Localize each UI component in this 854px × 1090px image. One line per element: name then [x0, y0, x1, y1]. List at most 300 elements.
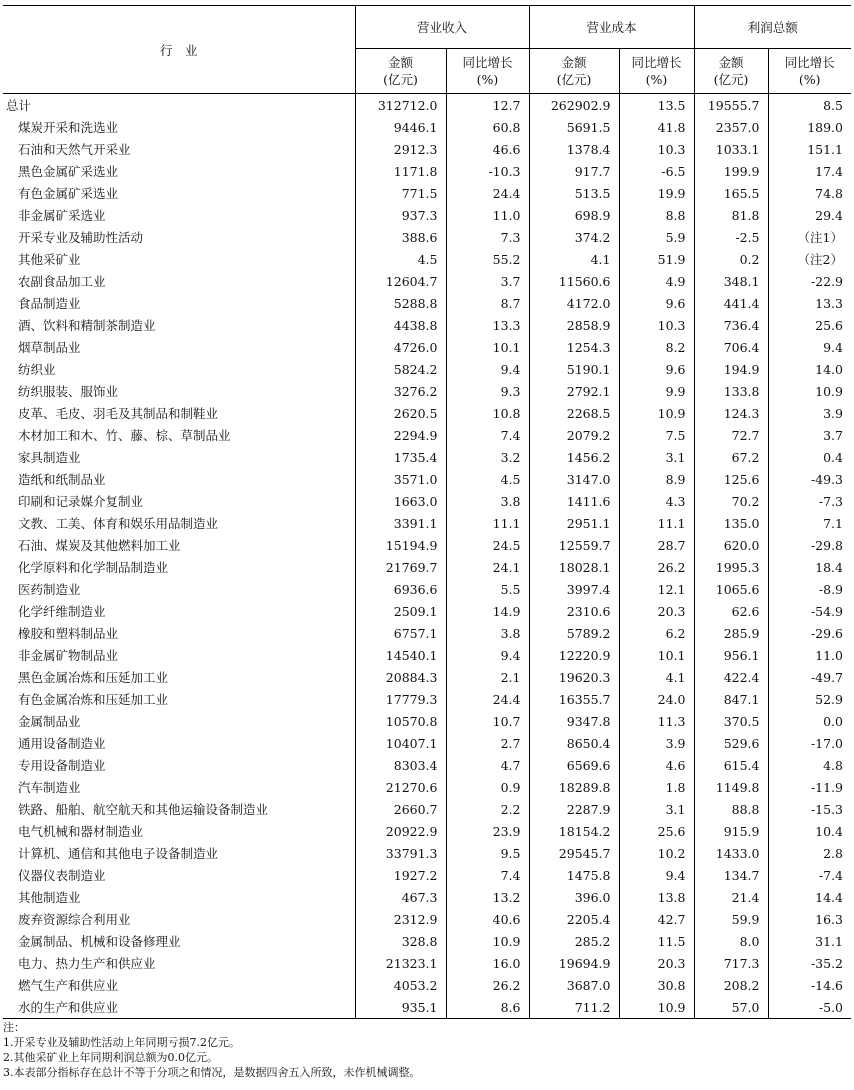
cost-amount-cell: 12220.9: [529, 644, 619, 666]
revenue-amount-cell: 328.8: [355, 930, 446, 952]
cost-growth-cell: 10.2: [619, 842, 694, 864]
table-row: [3, 578, 851, 600]
profit-growth-cell: -5.0: [768, 996, 851, 1019]
profit-growth-cell: -8.9: [768, 578, 851, 600]
revenue-amount-cell: 21769.7: [355, 556, 446, 578]
industry-name-cell: 烟草制品业: [18, 340, 81, 355]
cost-growth-cell: -6.5: [619, 160, 694, 182]
profit-growth-cell: （注1）: [768, 226, 851, 248]
profit-amount-cell: 165.5: [694, 182, 768, 204]
industry-name-cell: 总计: [6, 98, 32, 113]
industry-name-cell: 医药制造业: [18, 582, 81, 597]
profit-growth-cell: 4.8: [768, 754, 851, 776]
profit-amount-cell: 133.8: [694, 380, 768, 402]
table-row: [3, 534, 851, 556]
cost-amount-cell: 4.1: [529, 248, 619, 270]
cost-amount-cell: 917.7: [529, 160, 619, 182]
revenue-growth-cell: 3.7: [446, 270, 529, 292]
revenue-amount-cell: 4438.8: [355, 314, 446, 336]
revenue-growth-cell: 46.6: [446, 138, 529, 160]
profit-amount-cell: 847.1: [694, 688, 768, 710]
profit-growth-cell: 14.4: [768, 886, 851, 908]
cost-growth-cell: 4.3: [619, 490, 694, 512]
cost-amount-cell: 2858.9: [529, 314, 619, 336]
cost-amount-cell: 2205.4: [529, 908, 619, 930]
table-row: [3, 974, 851, 996]
revenue-amount-cell: 3391.1: [355, 512, 446, 534]
profit-growth-cell: -49.3: [768, 468, 851, 490]
revenue-growth-cell: 11.1: [446, 512, 529, 534]
profit-growth-cell: 11.0: [768, 644, 851, 666]
table-row: [3, 754, 851, 776]
revenue-growth-cell: 13.2: [446, 886, 529, 908]
total-row: [3, 94, 851, 117]
profit-amount-cell: 615.4: [694, 754, 768, 776]
cost-amount-cell: 19620.3: [529, 666, 619, 688]
profit-amount-cell: 62.6: [694, 600, 768, 622]
revenue-growth-cell: 7.4: [446, 424, 529, 446]
cost-growth-cell: 41.8: [619, 116, 694, 138]
revenue-growth-cell: 14.9: [446, 600, 529, 622]
revenue-growth-cell: 0.9: [446, 776, 529, 798]
industry-name-cell: 金属制品、机械和设备修理业: [18, 934, 181, 949]
cost-amount-cell: 3687.0: [529, 974, 619, 996]
industry-name-cell: 铁路、船舶、航空航天和其他运输设备制造业: [18, 802, 269, 817]
industry-name-cell: 有色金属矿采选业: [18, 186, 119, 201]
profit-amount-cell: 125.6: [694, 468, 768, 490]
revenue-amount-cell: 12604.7: [355, 270, 446, 292]
cost-header: 营业成本: [529, 6, 694, 49]
table-row: [3, 402, 851, 424]
revenue-growth-cell: 11.0: [446, 204, 529, 226]
profit-amount-cell: 0.2: [694, 248, 768, 270]
revenue-amount-cell: 467.3: [355, 886, 446, 908]
revenue-growth-cell: 24.5: [446, 534, 529, 556]
revenue-growth-cell: 3.8: [446, 490, 529, 512]
industry-name-cell: 家具制造业: [18, 450, 81, 465]
cost-growth-cell: 4.1: [619, 666, 694, 688]
revenue-amount-cell: 9446.1: [355, 116, 446, 138]
industry-name-cell: 印刷和记录媒介复制业: [18, 494, 144, 509]
table-row: [3, 996, 851, 1019]
cost-growth-cell: 7.5: [619, 424, 694, 446]
table-row: [3, 182, 851, 204]
revenue-growth-cell: 10.9: [446, 930, 529, 952]
industry-name-cell: 黑色金属矿采选业: [18, 164, 119, 179]
industry-name-cell: 纺织服装、服饰业: [18, 384, 119, 399]
table-row: [3, 820, 851, 842]
cost-amount-cell: 16355.7: [529, 688, 619, 710]
industry-name-cell: 木材加工和木、竹、藤、棕、草制品业: [18, 428, 231, 443]
industry-name-cell: 废弃资源综合利用业: [18, 912, 131, 927]
revenue-amount-cell: 4726.0: [355, 336, 446, 358]
revenue-growth-cell: 2.1: [446, 666, 529, 688]
profit-growth-cell: -11.9: [768, 776, 851, 798]
revenue-amount-cell: 388.6: [355, 226, 446, 248]
revenue-growth-cell: 16.0: [446, 952, 529, 974]
revenue-amount-cell: 1663.0: [355, 490, 446, 512]
revenue-growth-cell: 24.1: [446, 556, 529, 578]
revenue-amount-cell: 937.3: [355, 204, 446, 226]
cost-amount-cell: 12559.7: [529, 534, 619, 556]
cost-amount-cell: 4172.0: [529, 292, 619, 314]
industry-header: 行 业: [3, 6, 355, 94]
profit-growth-cell: 13.3: [768, 292, 851, 314]
profit-amount-cell: 67.2: [694, 446, 768, 468]
revenue-growth-cell: 23.9: [446, 820, 529, 842]
revenue-amount-cell: 17779.3: [355, 688, 446, 710]
cost-growth-cell: 13.5: [619, 94, 694, 117]
industry-name-cell: 其他制造业: [18, 890, 81, 905]
cost-amount-cell: 18289.8: [529, 776, 619, 798]
profit-amount-cell: 59.9: [694, 908, 768, 930]
cost-amount-cell: 9347.8: [529, 710, 619, 732]
revenue-growth-cell: 55.2: [446, 248, 529, 270]
profit-amount-cell: 57.0: [694, 996, 768, 1019]
industry-name-cell: 非金属矿物制品业: [18, 648, 119, 663]
cost-amount-cell: 285.2: [529, 930, 619, 952]
profit-growth-cell: （注2）: [768, 248, 851, 270]
revenue-growth-cell: 3.2: [446, 446, 529, 468]
revenue-growth-cell: 7.3: [446, 226, 529, 248]
cost-growth-cell: 13.8: [619, 886, 694, 908]
revenue-amount-cell: 2294.9: [355, 424, 446, 446]
revenue-growth-cell: 2.2: [446, 798, 529, 820]
revenue-growth-header: 同比增长 (%): [446, 49, 529, 94]
revenue-amount-cell: 2620.5: [355, 402, 446, 424]
profit-amount-cell: 348.1: [694, 270, 768, 292]
cost-growth-cell: 9.4: [619, 864, 694, 886]
table-row: [3, 468, 851, 490]
revenue-amount-cell: 3571.0: [355, 468, 446, 490]
revenue-growth-cell: 60.8: [446, 116, 529, 138]
revenue-growth-cell: 26.2: [446, 974, 529, 996]
cost-amount-cell: 29545.7: [529, 842, 619, 864]
cost-amount-cell: 2792.1: [529, 380, 619, 402]
profit-growth-cell: -49.7: [768, 666, 851, 688]
industry-name-cell: 农副食品加工业: [18, 274, 106, 289]
profit-amount-cell: 1149.8: [694, 776, 768, 798]
industry-name-cell: 水的生产和供应业: [3, 996, 355, 1019]
industry-name-cell: 金属制品业: [18, 714, 81, 729]
profit-amount-cell: 1433.0: [694, 842, 768, 864]
profit-amount-cell: 717.3: [694, 952, 768, 974]
profit-amount-cell: -2.5: [694, 226, 768, 248]
revenue-amount-cell: 4.5: [355, 248, 446, 270]
profit-growth-cell: 189.0: [768, 116, 851, 138]
revenue-amount-cell: 2660.7: [355, 798, 446, 820]
table-row: [3, 688, 851, 710]
cost-amount-cell: 2310.6: [529, 600, 619, 622]
revenue-amount-cell: 10407.1: [355, 732, 446, 754]
cost-amount-header: 金额 (亿元): [529, 49, 619, 94]
cost-amount-cell: 711.2: [529, 996, 619, 1019]
notes-title: 注：: [3, 1021, 25, 1034]
cost-amount-cell: 262902.9: [529, 94, 619, 117]
profit-amount-cell: 135.0: [694, 512, 768, 534]
table-row: [3, 600, 851, 622]
profit-amount-cell: 81.8: [694, 204, 768, 226]
revenue-growth-cell: 8.6: [446, 996, 529, 1019]
cost-amount-cell: 698.9: [529, 204, 619, 226]
revenue-growth-cell: 24.4: [446, 688, 529, 710]
profit-growth-cell: 16.3: [768, 908, 851, 930]
cost-growth-header: 同比增长 (%): [619, 49, 694, 94]
profit-amount-cell: 706.4: [694, 336, 768, 358]
profit-growth-cell: 10.4: [768, 820, 851, 842]
cost-amount-cell: 2079.2: [529, 424, 619, 446]
industry-name-cell: 电力、热力生产和供应业: [18, 956, 156, 971]
revenue-growth-cell: 40.6: [446, 908, 529, 930]
profit-amount-cell: 134.7: [694, 864, 768, 886]
profit-growth-cell: 2.8: [768, 842, 851, 864]
profit-amount-cell: 736.4: [694, 314, 768, 336]
industry-name-cell: 橡胶和塑料制品业: [18, 626, 119, 641]
table-row: [3, 204, 851, 226]
cost-growth-cell: 11.5: [619, 930, 694, 952]
revenue-amount-cell: 2312.9: [355, 908, 446, 930]
table-row: [3, 776, 851, 798]
revenue-amount-cell: 20922.9: [355, 820, 446, 842]
profit-amount-cell: 208.2: [694, 974, 768, 996]
revenue-amount-cell: 6936.6: [355, 578, 446, 600]
profit-amount-cell: 956.1: [694, 644, 768, 666]
cost-growth-cell: 8.8: [619, 204, 694, 226]
industry-name-cell: 专用设备制造业: [18, 758, 106, 773]
revenue-amount-cell: 20884.3: [355, 666, 446, 688]
table-row: [3, 292, 851, 314]
cost-growth-cell: 25.6: [619, 820, 694, 842]
profit-growth-cell: 25.6: [768, 314, 851, 336]
cost-amount-cell: 2287.9: [529, 798, 619, 820]
table-row: [3, 512, 851, 534]
cost-growth-cell: 11.1: [619, 512, 694, 534]
revenue-growth-cell: 10.7: [446, 710, 529, 732]
cost-growth-cell: 4.6: [619, 754, 694, 776]
table-row: [3, 138, 851, 160]
profit-amount-cell: 8.0: [694, 930, 768, 952]
cost-growth-cell: 4.9: [619, 270, 694, 292]
table-row: [3, 490, 851, 512]
cost-amount-cell: 2268.5: [529, 402, 619, 424]
table-row: [3, 226, 851, 248]
revenue-growth-cell: 10.8: [446, 402, 529, 424]
revenue-amount-cell: 15194.9: [355, 534, 446, 556]
profit-growth-cell: 17.4: [768, 160, 851, 182]
profit-growth-cell: -54.9: [768, 600, 851, 622]
revenue-header: 营业收入: [355, 6, 529, 49]
profit-amount-cell: 21.4: [694, 886, 768, 908]
cost-growth-cell: 10.3: [619, 314, 694, 336]
industry-name-cell: 黑色金属冶炼和压延加工业: [18, 670, 169, 685]
industry-name-cell: 非金属矿采选业: [18, 208, 106, 223]
profit-growth-cell: 10.9: [768, 380, 851, 402]
profit-growth-cell: -35.2: [768, 952, 851, 974]
profit-growth-cell: 8.5: [768, 94, 851, 117]
profit-growth-cell: 29.4: [768, 204, 851, 226]
industry-name-cell: 煤炭开采和洗选业: [18, 120, 119, 135]
cost-growth-cell: 51.9: [619, 248, 694, 270]
cost-amount-cell: 5190.1: [529, 358, 619, 380]
cost-growth-cell: 9.6: [619, 358, 694, 380]
revenue-growth-cell: 9.3: [446, 380, 529, 402]
cost-growth-cell: 8.2: [619, 336, 694, 358]
cost-amount-cell: 1378.4: [529, 138, 619, 160]
industry-name-cell: 皮革、毛皮、羽毛及其制品和制鞋业: [18, 406, 219, 421]
table-row: [3, 248, 851, 270]
cost-growth-cell: 10.9: [619, 996, 694, 1019]
profit-growth-cell: 52.9: [768, 688, 851, 710]
table-row: [3, 842, 851, 864]
revenue-growth-cell: 9.4: [446, 358, 529, 380]
industry-name-cell: 通用设备制造业: [18, 736, 106, 751]
profit-amount-cell: 2357.0: [694, 116, 768, 138]
cost-amount-cell: 396.0: [529, 886, 619, 908]
profit-amount-cell: 1033.1: [694, 138, 768, 160]
revenue-amount-cell: 935.1: [355, 996, 446, 1019]
revenue-growth-cell: 9.4: [446, 644, 529, 666]
cost-amount-cell: 18154.2: [529, 820, 619, 842]
profit-amount-cell: 199.9: [694, 160, 768, 182]
revenue-growth-cell: 3.8: [446, 622, 529, 644]
industry-name-cell: 石油、煤炭及其他燃料加工业: [18, 538, 181, 553]
revenue-growth-cell: 12.7: [446, 94, 529, 117]
industry-name-cell: 文教、工美、体育和娱乐用品制造业: [18, 516, 219, 531]
table-row: [3, 732, 851, 754]
cost-growth-cell: 26.2: [619, 556, 694, 578]
table-row: [3, 380, 851, 402]
profit-amount-cell: 1065.6: [694, 578, 768, 600]
revenue-amount-cell: 1927.2: [355, 864, 446, 886]
revenue-amount-cell: 5824.2: [355, 358, 446, 380]
cost-growth-cell: 10.1: [619, 644, 694, 666]
table-row: [3, 666, 851, 688]
cost-amount-cell: 5789.2: [529, 622, 619, 644]
cost-growth-cell: 20.3: [619, 600, 694, 622]
cost-growth-cell: 1.8: [619, 776, 694, 798]
profit-growth-cell: -15.3: [768, 798, 851, 820]
cost-growth-cell: 24.0: [619, 688, 694, 710]
revenue-growth-cell: 10.1: [446, 336, 529, 358]
profit-growth-cell: 14.0: [768, 358, 851, 380]
cost-growth-cell: 5.9: [619, 226, 694, 248]
cost-growth-cell: 28.7: [619, 534, 694, 556]
revenue-amount-cell: 771.5: [355, 182, 446, 204]
profit-growth-cell: 3.9: [768, 402, 851, 424]
profit-growth-cell: -29.6: [768, 622, 851, 644]
cost-amount-cell: 18028.1: [529, 556, 619, 578]
cost-growth-cell: 11.3: [619, 710, 694, 732]
profit-header: 利润总额: [694, 6, 851, 49]
revenue-amount-cell: 312712.0: [355, 94, 446, 117]
industry-name-cell: 电气机械和器材制造业: [18, 824, 144, 839]
profit-growth-cell: 9.4: [768, 336, 851, 358]
revenue-amount-cell: 2912.3: [355, 138, 446, 160]
profit-amount-cell: 620.0: [694, 534, 768, 556]
table-row: [3, 424, 851, 446]
cost-growth-cell: 3.1: [619, 798, 694, 820]
cost-amount-cell: 11560.6: [529, 270, 619, 292]
industry-financial-table: [3, 5, 851, 1019]
profit-amount-cell: 70.2: [694, 490, 768, 512]
revenue-amount-cell: 2509.1: [355, 600, 446, 622]
cost-amount-cell: 8650.4: [529, 732, 619, 754]
revenue-growth-cell: 4.7: [446, 754, 529, 776]
table-header: [3, 6, 851, 94]
table-row: [3, 160, 851, 182]
profit-growth-cell: 3.7: [768, 424, 851, 446]
revenue-amount-cell: 5288.8: [355, 292, 446, 314]
profit-growth-cell: -22.9: [768, 270, 851, 292]
table-row: [3, 710, 851, 732]
cost-growth-cell: 9.9: [619, 380, 694, 402]
note-3: 3.本表部分指标存在总计不等于分项之和情况，是数据四舍五入所致，未作机械调整。: [3, 1066, 421, 1079]
cost-growth-cell: 3.9: [619, 732, 694, 754]
profit-amount-cell: 88.8: [694, 798, 768, 820]
cost-amount-cell: 5691.5: [529, 116, 619, 138]
revenue-amount-header: 金额 (亿元): [355, 49, 446, 94]
profit-growth-cell: 18.4: [768, 556, 851, 578]
industry-name-cell: 化学原料和化学制品制造业: [18, 560, 169, 575]
profit-growth-cell: -17.0: [768, 732, 851, 754]
cost-growth-cell: 10.3: [619, 138, 694, 160]
profit-amount-header: 金额 (亿元): [694, 49, 768, 94]
table-row: [3, 116, 851, 138]
revenue-growth-cell: 9.5: [446, 842, 529, 864]
industry-name-cell: 开采专业及辅助性活动: [18, 230, 144, 245]
cost-amount-cell: 6569.6: [529, 754, 619, 776]
cost-amount-cell: 1254.3: [529, 336, 619, 358]
industry-name-cell: 纺织业: [18, 362, 56, 377]
table-row: [3, 446, 851, 468]
industry-name-cell: 造纸和纸制品业: [18, 472, 106, 487]
table-row: [3, 952, 851, 974]
industry-name-cell: 其他采矿业: [18, 252, 81, 267]
cost-growth-cell: 8.9: [619, 468, 694, 490]
industry-name-cell: 计算机、通信和其他电子设备制造业: [18, 846, 219, 861]
cost-growth-cell: 20.3: [619, 952, 694, 974]
table-row: [3, 270, 851, 292]
profit-amount-cell: 370.5: [694, 710, 768, 732]
profit-growth-cell: -7.3: [768, 490, 851, 512]
cost-amount-cell: 1456.2: [529, 446, 619, 468]
profit-amount-cell: 529.6: [694, 732, 768, 754]
table-row: [3, 358, 851, 380]
revenue-growth-cell: 13.3: [446, 314, 529, 336]
revenue-growth-cell: -10.3: [446, 160, 529, 182]
profit-amount-cell: 124.3: [694, 402, 768, 424]
industry-name-cell: 仪器仪表制造业: [18, 868, 106, 883]
table-row: [3, 556, 851, 578]
table-row: [3, 622, 851, 644]
profit-amount-cell: 72.7: [694, 424, 768, 446]
footnotes: [3, 1020, 854, 1080]
cost-growth-cell: 9.6: [619, 292, 694, 314]
revenue-growth-cell: 2.7: [446, 732, 529, 754]
table-row: [3, 864, 851, 886]
profit-growth-cell: 151.1: [768, 138, 851, 160]
cost-amount-cell: 3147.0: [529, 468, 619, 490]
note-2: 2.其他采矿业上年同期利润总额为0.0亿元。: [3, 1051, 218, 1064]
profit-growth-cell: 74.8: [768, 182, 851, 204]
revenue-amount-cell: 1171.8: [355, 160, 446, 182]
industry-name-cell: 有色金属冶炼和压延加工业: [18, 692, 169, 707]
profit-growth-cell: 0.4: [768, 446, 851, 468]
revenue-amount-cell: 10570.8: [355, 710, 446, 732]
cost-amount-cell: 513.5: [529, 182, 619, 204]
profit-amount-cell: 915.9: [694, 820, 768, 842]
profit-growth-cell: -7.4: [768, 864, 851, 886]
